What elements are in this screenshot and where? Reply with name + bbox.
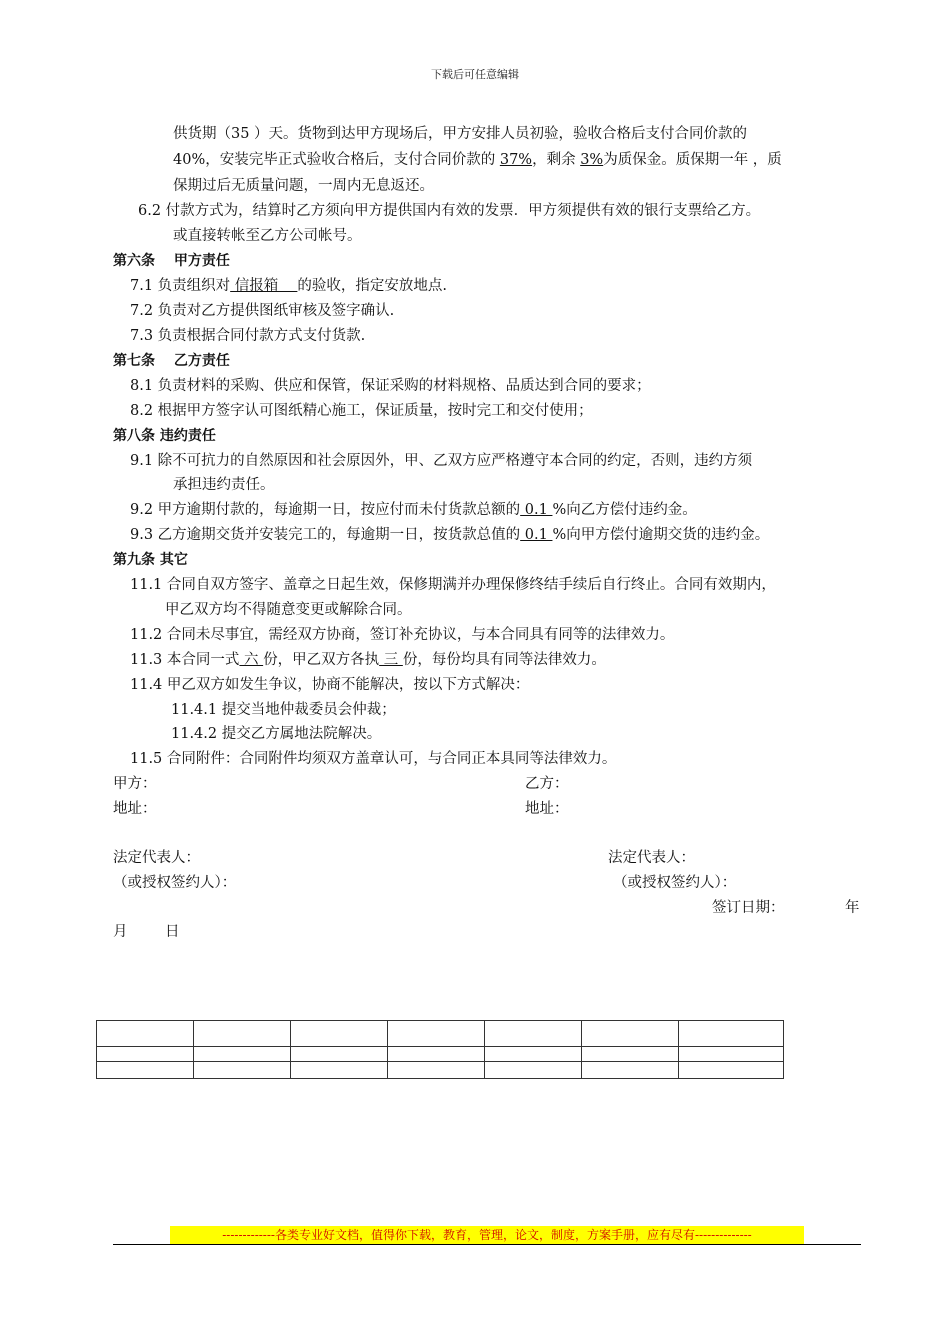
clause-11-1-cont: 甲乙双方均不得随意变更或解除合同。 (165, 602, 412, 618)
table-cell (194, 1021, 291, 1047)
penalty-rate: 0.1 (520, 527, 553, 543)
footer-banner: -------------各类专业好文档，值得你下载，教育，管理，论文，制度，方案手册，应有尽有-------------- (170, 1226, 804, 1245)
text: 11.3 本合同一式 (130, 652, 240, 668)
footer-rule (113, 1244, 861, 1245)
clause-6-2-cont: 或直接转帐至乙方公司帐号。 (173, 228, 362, 244)
clause-7-1 (130, 276, 447, 296)
product-name: 信报箱 (230, 278, 298, 294)
table-cell (679, 1062, 784, 1079)
clause-9-3 (130, 525, 769, 545)
table-row (97, 1021, 784, 1047)
table-cell (97, 1047, 194, 1062)
sign-date-label: 签订日期： (712, 900, 785, 916)
section-6-heading: 第六条 甲方责任 (113, 253, 230, 269)
table-cell (291, 1021, 388, 1047)
sign-date-year: 年 (845, 900, 860, 916)
party-a-label: 甲方： (113, 776, 157, 792)
copies-total: 六 (239, 652, 264, 668)
table-cell (582, 1021, 679, 1047)
table-cell (485, 1047, 582, 1062)
clause-9-2 (130, 500, 697, 520)
party-b-address: 地址： (525, 801, 569, 817)
sign-date-month: 月 (113, 924, 128, 940)
text: 9.2 甲方逾期付款的，每逾期一日，按应付而未付货款总额的 (130, 502, 521, 518)
penalty-rate: 0.1 (520, 502, 553, 518)
clause-9-1: 9.1 除不可抗力的自然原因和社会原因外，甲、乙双方应严格遵守本合同的约定，否则，违约方须 (130, 453, 753, 469)
table-cell (679, 1021, 784, 1047)
table-row (97, 1062, 784, 1079)
text: 为质保金。质保期一年 ，质 (603, 152, 782, 168)
table-row (97, 1047, 784, 1062)
table-cell (485, 1021, 582, 1047)
clause-9-1-cont: 承担违约责任。 (173, 477, 275, 493)
text: ，剩余 (532, 152, 581, 168)
clause-5-line-3: 保期过后无质量问题，一周内无息返还。 (173, 178, 434, 194)
table-cell (291, 1047, 388, 1062)
clause-11-4-2: 11.4.2 提交乙方属地法院解决。 (171, 726, 382, 742)
clause-6-2: 6.2 付款方式为，结算时乙方须向甲方提供国内有效的发票．甲方须提供有效的银行支票给乙方。 (138, 203, 761, 219)
clause-8-1: 8.1 负责材料的采购、供应和保管，保证采购的材料规格、品质达到合同的要求； (130, 378, 651, 394)
text: 7.1 负责组织对 (130, 278, 231, 294)
table-cell (679, 1047, 784, 1062)
clause-7-3: 7.3 负责根据合同付款方式支付货款. (130, 328, 366, 344)
section-8-heading: 第八条 违约责任 (113, 428, 216, 444)
table-cell (582, 1062, 679, 1079)
text: %向乙方偿付违约金。 (552, 502, 697, 518)
clause-7-2: 7.2 负责对乙方提供图纸审核及签字确认. (130, 303, 395, 319)
party-b-label: 乙方： (525, 776, 569, 792)
text: 供货期（35 ）天。货物到达甲方现场后，甲方安排人员初验，验收合格后支付合同价款的 (173, 126, 748, 142)
table-cell (97, 1062, 194, 1079)
table-cell (388, 1021, 485, 1047)
text: 的验收，指定安放地点. (297, 278, 447, 294)
sign-date-day: 日 (165, 924, 180, 940)
copies-each: 三 (379, 652, 403, 668)
section-7-heading: 第七条 乙方责任 (113, 353, 230, 369)
clause-8-2: 8.2 根据甲方签字认可图纸精心施工，保证质量，按时完工和交付使用； (130, 403, 593, 419)
table-cell (388, 1062, 485, 1079)
empty-table (96, 1020, 784, 1079)
warranty-percent: 3% (580, 152, 604, 168)
clause-5-line-2 (173, 150, 782, 170)
party-a-representative: 法定代表人： (113, 850, 200, 866)
page-header: 下载后可任意编辑 (431, 68, 519, 81)
text: %向甲方偿付逾期交货的违约金。 (552, 527, 770, 543)
clause-11-5: 11.5 合同附件：合同附件均须双方盖章认可，与合同正本具同等法律效力。 (130, 751, 617, 767)
table-cell (291, 1062, 388, 1079)
text: 9.3 乙方逾期交货并安装完工的，每逾期一日，按货款总值的 (130, 527, 521, 543)
table-cell (388, 1047, 485, 1062)
table-cell (97, 1021, 194, 1047)
table-cell (194, 1047, 291, 1062)
party-b-authorized: （或授权签约人）： (613, 875, 737, 891)
clause-11-4: 11.4 甲乙双方如发生争议，协商不能解决，按以下方式解决： (130, 677, 530, 693)
party-a-authorized: （或授权签约人）： (113, 875, 237, 891)
table-cell (582, 1047, 679, 1062)
clause-11-3 (130, 650, 606, 670)
clause-11-2: 11.2 合同未尽事宜，需经双方协商，签订补充协议，与本合同具有同等的法律效力。 (130, 627, 675, 643)
clause-11-1: 11.1 合同自双方签字、盖章之日起生效，保修期满并办理保修终结手续后自行终止。合同有效期内， (130, 577, 776, 593)
table-cell (485, 1062, 582, 1079)
clause-5-line-1 (173, 124, 747, 144)
clause-11-4-1: 11.4.1 提交当地仲裁委员会仲裁； (171, 702, 396, 718)
text: 份，每份均具有同等法律效力。 (402, 652, 606, 668)
table-cell (194, 1062, 291, 1079)
section-9-heading: 第九条 其它 (113, 552, 188, 568)
text: 40%，安装完毕正式验收合格后，支付合同价款的 (173, 152, 500, 168)
text: 份，甲乙双方各执 (263, 652, 380, 668)
party-a-address: 地址： (113, 801, 157, 817)
party-b-representative: 法定代表人： (608, 850, 695, 866)
payment-percent: 37% (499, 152, 533, 168)
